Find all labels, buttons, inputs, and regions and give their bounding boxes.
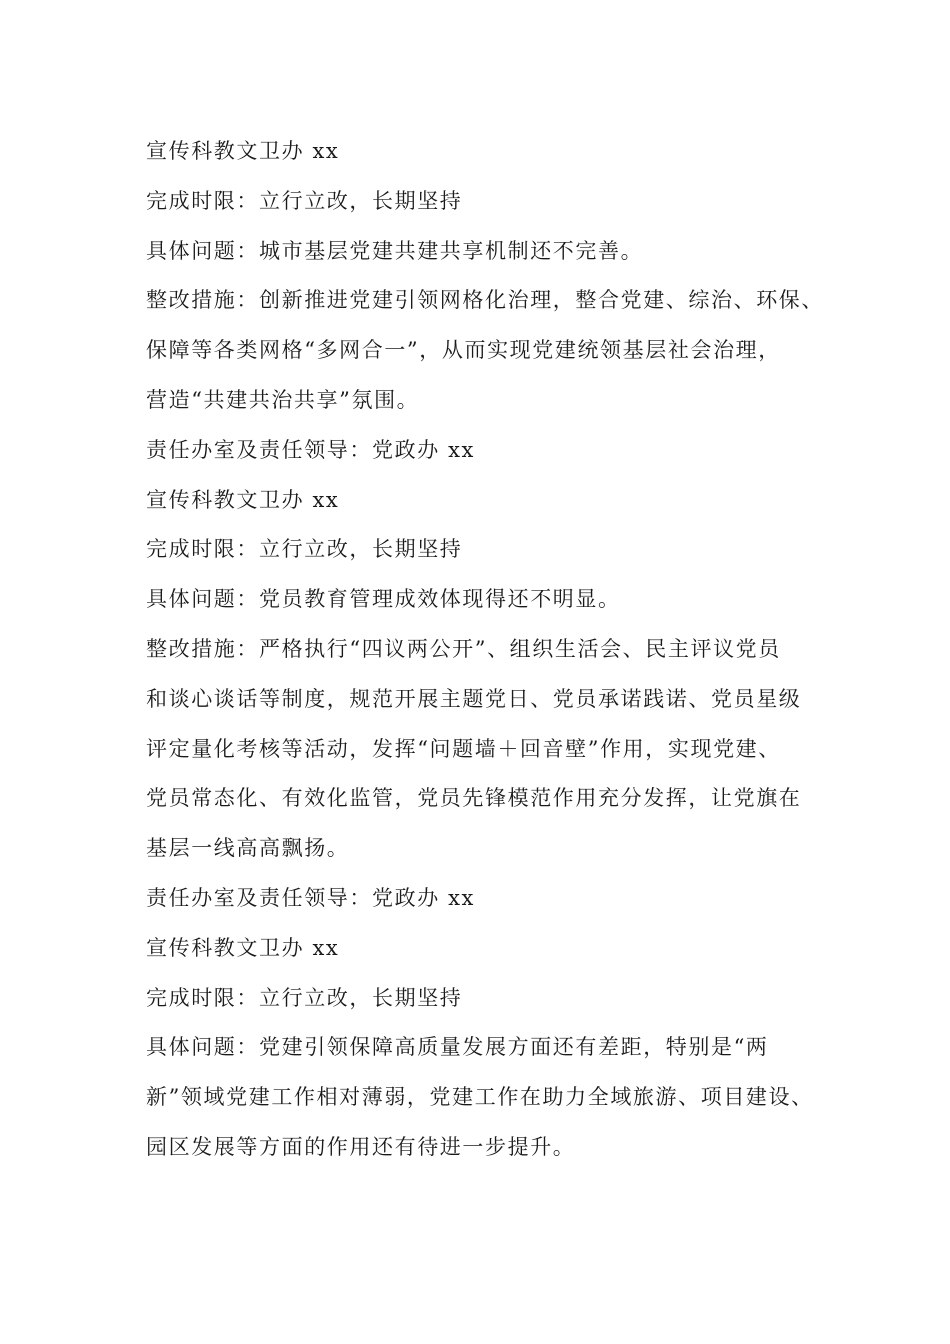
text-line: 园区发展等方面的作用还有待进一步提升。 — [146, 1134, 576, 1159]
text-line: 具体问题：城市基层党建共建共享机制还不完善。 — [146, 238, 644, 263]
text-line: 责任办室及责任领导：党政办 xx — [146, 437, 475, 462]
text-line: 新”领域党建工作相对薄弱，党建工作在助力全域旅游、项目建设、 — [146, 1085, 814, 1110]
text-line: 党员常态化、有效化监管，党员先锋模范作用充分发挥，让党旗在 — [146, 786, 802, 811]
text-line: 责任办室及责任领导：党政办 xx — [146, 885, 475, 910]
text-line: 评定量化考核等活动，发挥“问题墙＋回音壁”作用，实现党建、 — [146, 736, 781, 761]
text-line: 基层一线高高飘扬。 — [146, 836, 350, 861]
text-line: 完成时限：立行立改，长期坚持 — [146, 188, 463, 213]
text-line: 完成时限：立行立改，长期坚持 — [146, 985, 463, 1010]
document-body — [146, 131, 836, 1177]
text-line: 具体问题：党建引领保障高质量发展方面还有差距，特别是“两 — [146, 1035, 769, 1060]
text-line: 和谈心谈话等制度，规范开展主题党日、党员承诺践诺、党员星级 — [146, 686, 802, 711]
text-line: 保障等各类网格“多网合一”，从而实现党建统领基层社会治理， — [146, 338, 781, 363]
text-line: 宣传科教文卫办 xx — [146, 139, 340, 163]
text-line: 营造“共建共治共享”氛围。 — [146, 387, 420, 412]
text-line: 宣传科教文卫办 xx — [146, 487, 340, 512]
text-line: 整改措施：严格执行“四议两公开”、组织生活会、民主评议党员 — [146, 636, 781, 661]
text-line: 完成时限：立行立改，长期坚持 — [146, 537, 463, 562]
text-line: 整改措施：创新推进党建引领网格化治理，整合党建、综治、环保、 — [146, 288, 824, 313]
text-line: 具体问题：党员教育管理成效体现得还不明显。 — [146, 587, 621, 612]
text-line: 宣传科教文卫办 xx — [146, 935, 340, 960]
